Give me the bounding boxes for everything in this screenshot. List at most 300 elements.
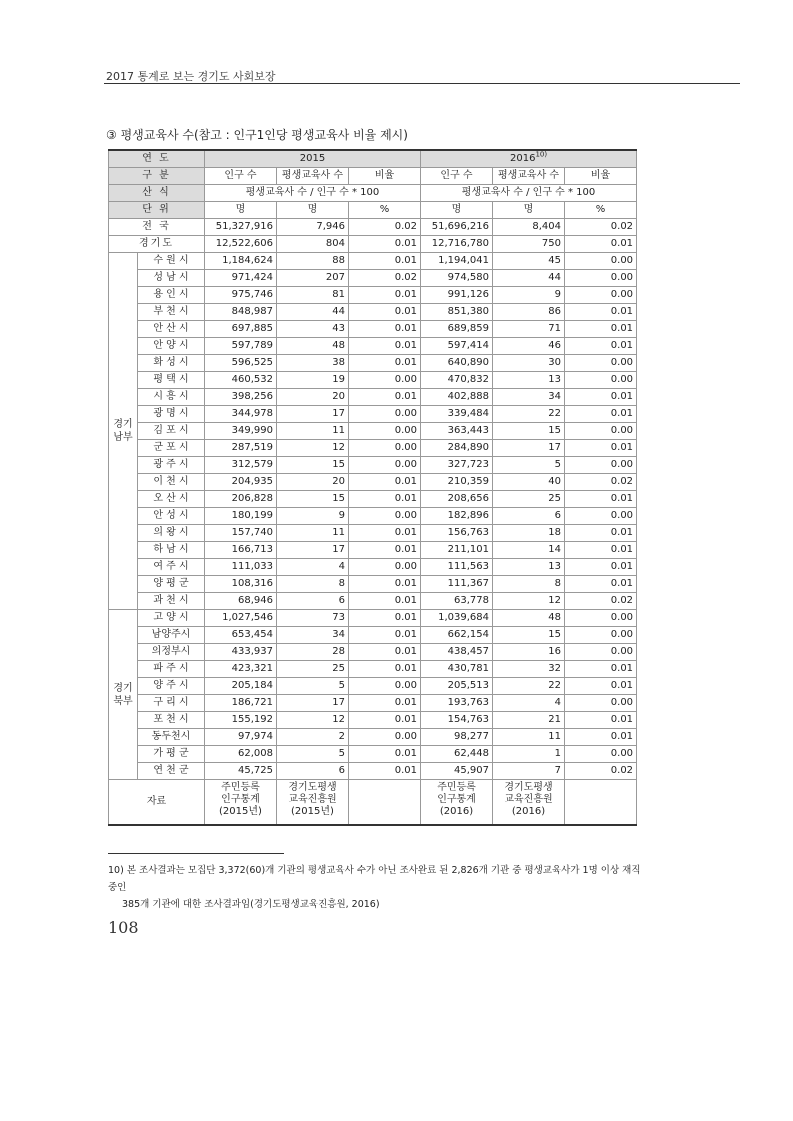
value-cell: 17 (277, 542, 349, 559)
table-row (109, 678, 637, 695)
value-cell: 0.00 (565, 627, 637, 644)
value-cell: 68,946 (205, 593, 277, 610)
footnote (108, 862, 648, 913)
formula-2016: 평생교육사 수 / 인구 수 * 100 (421, 185, 637, 202)
table-row (109, 576, 637, 593)
table-row (109, 304, 637, 321)
value-cell: 4 (277, 559, 349, 576)
table-row (109, 661, 637, 678)
value-cell: 0.00 (565, 695, 637, 712)
region-name: 양 평 군 (138, 576, 205, 593)
footnote-line-1: 10) 본 조사결과는 모집단 3,372(60)개 기관의 평생교육사 수가 아닌 조사완료 된 2,826개 기관 중 평생교육사가 1명 이상 재직 중인 (108, 865, 641, 893)
value-cell: 13 (493, 372, 565, 389)
value-cell: 8 (493, 576, 565, 593)
value-cell: 157,740 (205, 525, 277, 542)
value-cell: 9 (277, 508, 349, 525)
value-cell: 848,987 (205, 304, 277, 321)
table-row (109, 253, 637, 270)
value-cell: 111,563 (421, 559, 493, 576)
value-cell: 0.00 (349, 406, 421, 423)
region-name: 포 천 시 (138, 712, 205, 729)
value-cell: 14 (493, 542, 565, 559)
value-cell: 71 (493, 321, 565, 338)
value-cell: 1,027,546 (205, 610, 277, 627)
value-cell: 991,126 (421, 287, 493, 304)
value-cell: 5 (493, 457, 565, 474)
value-cell: 206,828 (205, 491, 277, 508)
region-name: 연 천 군 (138, 763, 205, 780)
value-cell: 597,789 (205, 338, 277, 355)
table-row (109, 406, 637, 423)
value-cell: 312,579 (205, 457, 277, 474)
value-cell: 205,184 (205, 678, 277, 695)
value-cell: 0.00 (349, 559, 421, 576)
value-cell: 97,974 (205, 729, 277, 746)
value-cell: 327,723 (421, 457, 493, 474)
value-cell: 17 (493, 440, 565, 457)
region-name: 안 양 시 (138, 338, 205, 355)
value-cell: 0.01 (349, 355, 421, 372)
table-row (109, 593, 637, 610)
value-cell: 98,277 (421, 729, 493, 746)
value-cell: 0.01 (565, 729, 637, 746)
row-label-formula: 산 식 (109, 185, 205, 202)
value-cell: 0.00 (565, 270, 637, 287)
value-cell: 0.01 (565, 576, 637, 593)
value-cell: 154,763 (421, 712, 493, 729)
table-row (109, 423, 637, 440)
region-name: 평 택 시 (138, 372, 205, 389)
table-row (109, 355, 637, 372)
value-cell: 25 (493, 491, 565, 508)
value-cell: 51,327,916 (205, 219, 277, 236)
row-label-year: 연 도 (109, 150, 205, 168)
value-cell: 86 (493, 304, 565, 321)
value-cell: 1 (493, 746, 565, 763)
region-name: 광 명 시 (138, 406, 205, 423)
value-cell: 208,656 (421, 491, 493, 508)
value-cell: 38 (277, 355, 349, 372)
value-cell: 17 (277, 406, 349, 423)
value-cell: 0.01 (565, 542, 637, 559)
value-cell: 40 (493, 474, 565, 491)
value-cell: 0.00 (349, 423, 421, 440)
value-cell: 155,192 (205, 712, 277, 729)
value-cell: 0.01 (349, 236, 421, 253)
table-row (109, 695, 637, 712)
value-cell: 0.01 (349, 304, 421, 321)
value-cell: 402,888 (421, 389, 493, 406)
value-cell: 73 (277, 610, 349, 627)
source-population-2016: 주민등록 인구통계 (2016) (421, 780, 493, 826)
region-name: 부 천 시 (138, 304, 205, 321)
value-cell: 0.01 (349, 610, 421, 627)
group-label-south: 경기 남부 (109, 253, 138, 610)
footnote-line-2: 385개 기관에 대한 조사결과임(경기도평생교육진흥원, 2016) (122, 899, 380, 910)
value-cell: 0.02 (565, 219, 637, 236)
value-cell: 204,935 (205, 474, 277, 491)
table-row (109, 559, 637, 576)
value-cell: 0.00 (565, 253, 637, 270)
unit-ratio-2015: % (349, 202, 421, 219)
footnote-ref: 10) (535, 150, 548, 159)
unit-population-2016: 명 (421, 202, 493, 219)
value-cell: 6 (277, 763, 349, 780)
value-cell: 0.01 (565, 559, 637, 576)
value-cell: 0.01 (565, 406, 637, 423)
value-cell: 0.02 (565, 763, 637, 780)
value-cell: 1,194,041 (421, 253, 493, 270)
year-2015-header: 2015 (205, 150, 421, 168)
value-cell: 20 (277, 474, 349, 491)
row-label-category: 구 분 (109, 168, 205, 185)
value-cell: 0.00 (565, 423, 637, 440)
value-cell: 0.01 (349, 287, 421, 304)
col-ratio-2016: 비율 (565, 168, 637, 185)
table-row (109, 610, 637, 627)
educators-table (108, 149, 637, 826)
value-cell: 13 (493, 559, 565, 576)
value-cell: 81 (277, 287, 349, 304)
value-cell: 0.00 (565, 457, 637, 474)
value-cell: 182,896 (421, 508, 493, 525)
value-cell: 0.01 (349, 576, 421, 593)
table-row (109, 508, 637, 525)
value-cell: 349,990 (205, 423, 277, 440)
value-cell: 44 (277, 304, 349, 321)
value-cell: 48 (277, 338, 349, 355)
value-cell: 433,937 (205, 644, 277, 661)
value-cell: 284,890 (421, 440, 493, 457)
value-cell: 0.01 (565, 236, 637, 253)
region-name: 이 천 시 (138, 474, 205, 491)
table-row (109, 491, 637, 508)
value-cell: 48 (493, 610, 565, 627)
value-cell: 0.00 (565, 644, 637, 661)
value-cell: 0.00 (565, 610, 637, 627)
value-cell: 88 (277, 253, 349, 270)
value-cell: 0.01 (349, 712, 421, 729)
source-educators-2016: 경기도평생 교육진흥원 (2016) (493, 780, 565, 826)
region-name: 수 원 시 (138, 253, 205, 270)
value-cell: 12,522,606 (205, 236, 277, 253)
value-cell: 34 (277, 627, 349, 644)
value-cell: 45 (493, 253, 565, 270)
unit-ratio-2016: % (565, 202, 637, 219)
value-cell: 8 (277, 576, 349, 593)
table-row (109, 389, 637, 406)
region-name: 김 포 시 (138, 423, 205, 440)
value-cell: 339,484 (421, 406, 493, 423)
region-name: 군 포 시 (138, 440, 205, 457)
value-cell: 0.01 (565, 525, 637, 542)
value-cell: 597,414 (421, 338, 493, 355)
region-name: 과 천 시 (138, 593, 205, 610)
region-name: 안 성 시 (138, 508, 205, 525)
value-cell: 0.02 (565, 474, 637, 491)
value-cell: 0.01 (565, 678, 637, 695)
region-name: 성 남 시 (138, 270, 205, 287)
value-cell: 0.01 (349, 338, 421, 355)
value-cell: 11 (493, 729, 565, 746)
value-cell: 0.01 (565, 389, 637, 406)
value-cell: 210,359 (421, 474, 493, 491)
value-cell: 6 (493, 508, 565, 525)
value-cell: 0.01 (565, 712, 637, 729)
value-cell: 22 (493, 406, 565, 423)
value-cell: 30 (493, 355, 565, 372)
region-name: 여 주 시 (138, 559, 205, 576)
value-cell: 0.02 (349, 270, 421, 287)
year-2016-header: 2016$^{10)}$ (421, 150, 637, 168)
table-row (109, 746, 637, 763)
value-cell: 697,885 (205, 321, 277, 338)
source-empty-2016 (565, 780, 637, 826)
running-header: 2017 통계로 보는 경기도 사회보장 (106, 70, 276, 83)
value-cell: 0.01 (349, 525, 421, 542)
section-title: ③ 평생교육사 수(참고 : 인구1인당 평생교육사 비율 제시) (106, 128, 408, 142)
value-cell: 0.01 (349, 389, 421, 406)
source-educators-2015: 경기도평생 교육진흥원 (2015년) (277, 780, 349, 826)
formula-2015: 평생교육사 수 / 인구 수 * 100 (205, 185, 421, 202)
region-name: 오 산 시 (138, 491, 205, 508)
value-cell: 108,316 (205, 576, 277, 593)
table-row (109, 644, 637, 661)
region-name: 하 남 시 (138, 542, 205, 559)
value-cell: 25 (277, 661, 349, 678)
table-row (109, 627, 637, 644)
value-cell: 750 (493, 236, 565, 253)
value-cell: 12,716,780 (421, 236, 493, 253)
value-cell: 0.01 (349, 763, 421, 780)
value-cell: 4 (493, 695, 565, 712)
source-row (109, 780, 637, 826)
value-cell: 662,154 (421, 627, 493, 644)
value-cell: 0.00 (565, 372, 637, 389)
value-cell: 51,696,216 (421, 219, 493, 236)
region-name: 전 국 (109, 219, 205, 236)
value-cell: 12 (277, 440, 349, 457)
value-cell: 0.00 (565, 355, 637, 372)
value-cell: 0.00 (565, 508, 637, 525)
value-cell: 423,321 (205, 661, 277, 678)
header-divider (104, 83, 740, 84)
value-cell: 0.00 (349, 729, 421, 746)
value-cell: 2 (277, 729, 349, 746)
value-cell: 15 (277, 491, 349, 508)
value-cell: 11 (277, 525, 349, 542)
value-cell: 0.01 (349, 661, 421, 678)
value-cell: 0.01 (349, 593, 421, 610)
value-cell: 7,946 (277, 219, 349, 236)
table-row (109, 763, 637, 780)
value-cell: 0.01 (565, 338, 637, 355)
value-cell: 0.01 (349, 474, 421, 491)
table-row-province (109, 236, 637, 253)
value-cell: 45,725 (205, 763, 277, 780)
region-name: 고 양 시 (138, 610, 205, 627)
col-population-2015: 인구 수 (205, 168, 277, 185)
value-cell: 156,763 (421, 525, 493, 542)
value-cell: 974,580 (421, 270, 493, 287)
value-cell: 32 (493, 661, 565, 678)
value-cell: 0.01 (349, 542, 421, 559)
value-cell: 6 (277, 593, 349, 610)
value-cell: 0.01 (349, 695, 421, 712)
unit-educators-2015: 명 (277, 202, 349, 219)
table-row (109, 287, 637, 304)
value-cell: 1,184,624 (205, 253, 277, 270)
value-cell: 15 (493, 627, 565, 644)
table-row (109, 440, 637, 457)
value-cell: 9 (493, 287, 565, 304)
value-cell: 28 (277, 644, 349, 661)
value-cell: 193,763 (421, 695, 493, 712)
value-cell: 15 (493, 423, 565, 440)
footnote-divider (108, 853, 284, 854)
value-cell: 0.01 (565, 321, 637, 338)
value-cell: 689,859 (421, 321, 493, 338)
value-cell: 21 (493, 712, 565, 729)
region-name: 파 주 시 (138, 661, 205, 678)
value-cell: 0.02 (349, 219, 421, 236)
region-name: 경기도 (109, 236, 205, 253)
value-cell: 344,978 (205, 406, 277, 423)
value-cell: 0.01 (565, 661, 637, 678)
value-cell: 596,525 (205, 355, 277, 372)
value-cell: 62,448 (421, 746, 493, 763)
value-cell: 207 (277, 270, 349, 287)
value-cell: 0.01 (349, 627, 421, 644)
col-population-2016: 인구 수 (421, 168, 493, 185)
value-cell: 0.00 (349, 457, 421, 474)
value-cell: 640,890 (421, 355, 493, 372)
value-cell: 430,781 (421, 661, 493, 678)
value-cell: 470,832 (421, 372, 493, 389)
value-cell: 62,008 (205, 746, 277, 763)
value-cell: 34 (493, 389, 565, 406)
table-row (109, 372, 637, 389)
value-cell: 460,532 (205, 372, 277, 389)
row-label-unit: 단 위 (109, 202, 205, 219)
region-name: 의정부시 (138, 644, 205, 661)
value-cell: 438,457 (421, 644, 493, 661)
region-name: 구 리 시 (138, 695, 205, 712)
value-cell: 5 (277, 678, 349, 695)
region-name: 가 평 군 (138, 746, 205, 763)
value-cell: 7 (493, 763, 565, 780)
col-educators-2015: 평생교육사 수 (277, 168, 349, 185)
value-cell: 46 (493, 338, 565, 355)
value-cell: 166,713 (205, 542, 277, 559)
value-cell: 211,101 (421, 542, 493, 559)
region-name: 양 주 시 (138, 678, 205, 695)
value-cell: 63,778 (421, 593, 493, 610)
region-name: 의 왕 시 (138, 525, 205, 542)
value-cell: 0.01 (565, 491, 637, 508)
value-cell: 0.00 (565, 287, 637, 304)
value-cell: 0.01 (349, 644, 421, 661)
value-cell: 20 (277, 389, 349, 406)
value-cell: 0.01 (349, 491, 421, 508)
value-cell: 205,513 (421, 678, 493, 695)
value-cell: 287,519 (205, 440, 277, 457)
value-cell: 0.00 (349, 372, 421, 389)
value-cell: 16 (493, 644, 565, 661)
value-cell: 0.02 (565, 593, 637, 610)
source-population-2015: 주민등록 인구통계 (2015년) (205, 780, 277, 826)
region-name: 광 주 시 (138, 457, 205, 474)
value-cell: 0.01 (565, 304, 637, 321)
value-cell: 0.00 (349, 440, 421, 457)
group-label-north: 경기 북부 (109, 610, 138, 780)
region-name: 시 흥 시 (138, 389, 205, 406)
table-row (109, 729, 637, 746)
page-number: 108 (108, 918, 139, 937)
value-cell: 653,454 (205, 627, 277, 644)
value-cell: 11 (277, 423, 349, 440)
value-cell: 45,907 (421, 763, 493, 780)
unit-population-2015: 명 (205, 202, 277, 219)
value-cell: 15 (277, 457, 349, 474)
region-name: 안 산 시 (138, 321, 205, 338)
table-row (109, 457, 637, 474)
value-cell: 0.00 (349, 508, 421, 525)
value-cell: 8,404 (493, 219, 565, 236)
source-label: 자료 (109, 780, 205, 826)
value-cell: 43 (277, 321, 349, 338)
value-cell: 0.00 (349, 678, 421, 695)
value-cell: 17 (277, 695, 349, 712)
region-name: 남양주시 (138, 627, 205, 644)
value-cell: 398,256 (205, 389, 277, 406)
table-row (109, 474, 637, 491)
table-row (109, 712, 637, 729)
value-cell: 971,424 (205, 270, 277, 287)
table-row (109, 542, 637, 559)
table-row-national (109, 219, 637, 236)
col-educators-2016: 평생교육사 수 (493, 168, 565, 185)
value-cell: 186,721 (205, 695, 277, 712)
col-ratio-2015: 비율 (349, 168, 421, 185)
region-name: 동두천시 (138, 729, 205, 746)
value-cell: 5 (277, 746, 349, 763)
value-cell: 44 (493, 270, 565, 287)
value-cell: 111,033 (205, 559, 277, 576)
value-cell: 0.01 (349, 746, 421, 763)
value-cell: 12 (277, 712, 349, 729)
value-cell: 12 (493, 593, 565, 610)
source-empty-2015 (349, 780, 421, 826)
table-row (109, 525, 637, 542)
value-cell: 1,039,684 (421, 610, 493, 627)
value-cell: 18 (493, 525, 565, 542)
value-cell: 0.01 (565, 440, 637, 457)
table-row (109, 270, 637, 287)
value-cell: 0.00 (565, 746, 637, 763)
region-name: 용 인 시 (138, 287, 205, 304)
value-cell: 975,746 (205, 287, 277, 304)
value-cell: 0.01 (349, 321, 421, 338)
table-row (109, 321, 637, 338)
value-cell: 0.01 (349, 253, 421, 270)
value-cell: 111,367 (421, 576, 493, 593)
value-cell: 22 (493, 678, 565, 695)
region-name: 화 성 시 (138, 355, 205, 372)
value-cell: 19 (277, 372, 349, 389)
value-cell: 180,199 (205, 508, 277, 525)
value-cell: 804 (277, 236, 349, 253)
